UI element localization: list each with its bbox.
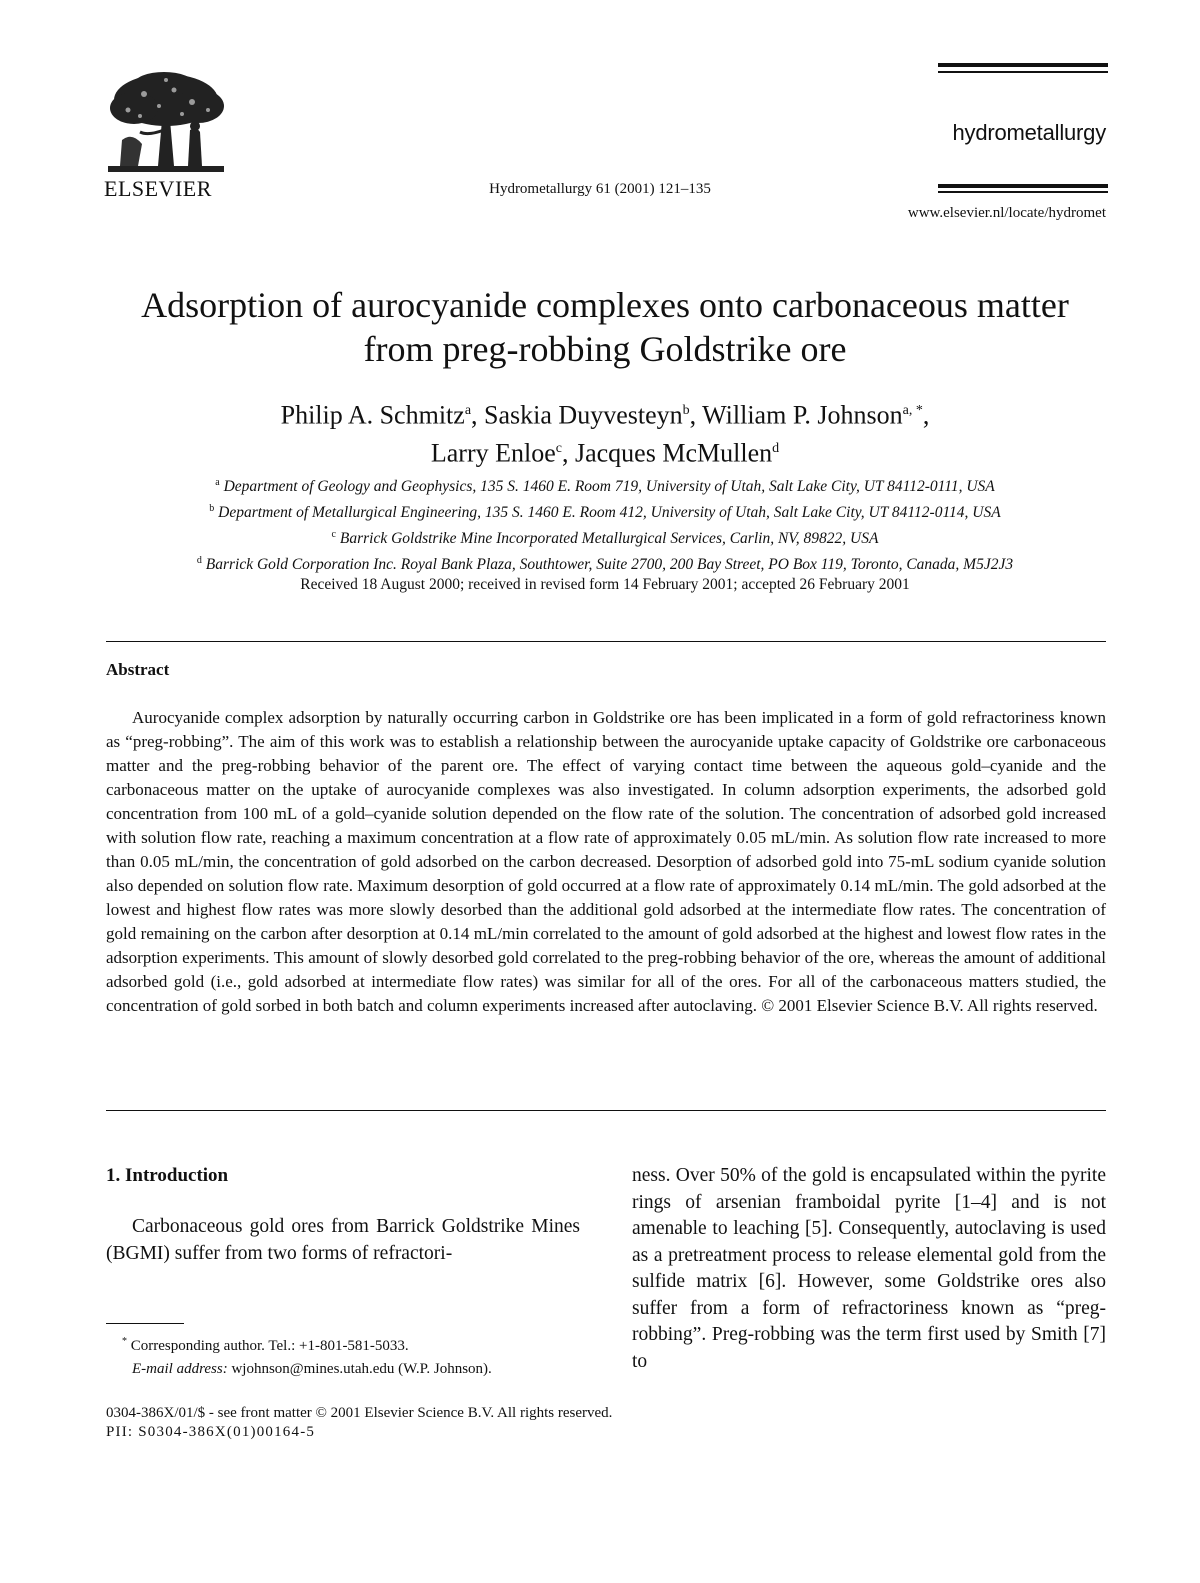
author-line-1 (100, 394, 1110, 432)
article-title (100, 283, 1110, 371)
abstract-rule-top (106, 641, 1106, 642)
author-affil-mark: d (772, 440, 780, 456)
author-separator: , (922, 400, 930, 430)
article-title-line2: from preg-robbing Goldstrike ore (363, 329, 847, 369)
affiliation-mark: b (209, 503, 215, 515)
abstract-heading: Abstract (106, 660, 170, 679)
affiliation-text: Barrick Gold Corporation Inc. Royal Bank Plaza, Southtower, Suite 2700, 200 Bay Street, PO Box 119, Toronto, Canada, M5J2J3 (205, 556, 1014, 574)
affiliation-list (80, 472, 1130, 577)
author-line-2 (100, 432, 1110, 470)
author-separator: , (471, 400, 485, 430)
author-affil-mark: a (464, 403, 472, 418)
footnote-email-label: E-mail address: (132, 1361, 228, 1377)
footnote-corresponding-text: Corresponding author. Tel.: +1-801-581-5033. (130, 1338, 409, 1354)
author-name: Philip A. Schmitz (280, 400, 465, 430)
affiliation (80, 524, 1130, 550)
author-name: Larry Enloe (430, 438, 556, 468)
author-list (100, 394, 1110, 469)
header-rule-top-thin (938, 71, 1108, 73)
abstract-text: Aurocyanide complex adsorption by naturally occurring carbon in Goldstrike ore has been implicated in a form of gold refractoriness known as “preg-robbing”. The aim of this work was to establish a relationship between the aurocyanide uptake capacity of Goldstrike ore carbonaceous matter and the preg-robbing behavior of the parent ore. The effect of varying contact time between the aqueous gold–cyanide and the carbonaceous matter on the uptake of aurocyanide complexes was also investigated. In column adsorption experiments, the adsorbed gold concentration from 100 mL of a gold–cyanide solution depended on the flow rate of the solution. The concentration of adsorbed gold increased with solution flow rate, reaching a maximum concentration at a flow rate of approximately 0.05 mL/min. As solution flow rate increased to more than 0.05 mL/min, the concentration of gold adsorbed on the carbon decreased. Desorption of adsorbed gold into 75-mL sodium cyanide solution also depended on solution flow rate. Maximum desorption of gold occurred at a flow rate of approximately 0.14 mL/min. The gold adsorbed at the lowest and highest flow rates was more slowly desorbed than the additional gold adsorbed at the intermediate flow rates. The concentration of gold remaining on the carbon after desorption at 0.14 mL/min correlated to the amount of gold adsorbed at the highest and lowest flow rates in the adsorption experiments. This amount of slowly desorbed gold correlated to the preg-robbing behavior of the ore, whereas the amount of additional adsorbed gold (i.e., gold adsorbed at intermediate flow rates) was similar for all of the ores. For all of the carbonaceous matters studied, the concentration of gold sorbed in both batch and column experiments increased after autoclaving. © 2001 Elsevier Science B.V. All rights reserved. (106, 708, 1106, 1015)
author-affil-mark: b (682, 403, 690, 418)
affiliation-mark: a (215, 477, 220, 488)
article-history-dates: Received 18 August 2000; received in revised form 14 February 2001; accepted 26 February 2001 (300, 576, 910, 593)
abstract-rule-bottom (106, 1110, 1106, 1111)
section-heading-introduction: 1. Introduction (106, 1165, 229, 1186)
journal-url[interactable]: www.elsevier.nl/locate/hydromet (907, 205, 1106, 221)
footnote-corresponding (106, 1330, 586, 1358)
footnote-mark: * (122, 1336, 127, 1347)
header-rule-bottom-thin (938, 191, 1108, 193)
author-separator: , (561, 438, 575, 468)
author-name: Saskia Duyvesteyn (484, 400, 683, 430)
body-column-right: ness. Over 50% of the gold is encapsulated within the pyrite rings of arsenian framboidal pyrite [1–4] and is not amenable to leaching [5]. Consequently, autoclaving is used as a pretreatment process to release elemental gold from the sulfide matrix [6]. However, some Goldstrike ores also suffer from a form of refractoriness known as “preg-robbing”. Preg-robbing was the term first used by Smith [7] to (632, 1165, 1106, 1372)
front-matter-issn: 0304-386X/01/$ - see front matter © 2001 Elsevier Science B.V. All rights reserved. (106, 1405, 613, 1421)
affiliation (80, 472, 1130, 498)
journal-citation: Hydrometallurgy 61 (2001) 121–135 (489, 181, 711, 197)
author-affil-mark: c (555, 440, 562, 456)
author-affil-mark: a, * (902, 403, 923, 418)
front-matter-pii: PII: S0304-386X(01)00164-5 (106, 1424, 316, 1440)
header-rule-bottom-thick (938, 184, 1108, 188)
affiliation-text: Department of Metallurgical Engineering, 135 S. 1460 E. Room 412, University of Utah, Salt Lake City, UT 84112-0114, USA (218, 504, 1001, 522)
footnote-rule (106, 1323, 184, 1324)
article-title-line1: Adsorption of aurocyanide complexes onto carbonaceous matter (141, 285, 1069, 325)
author-separator: , (689, 400, 703, 430)
affiliation-mark: c (331, 529, 336, 541)
affiliation-text: Barrick Goldstrike Mine Incorporated Metallurgical Services, Carlin, NV, 89822, USA (339, 530, 879, 548)
header-rule-top-thick (938, 63, 1108, 67)
publisher-name: ELSEVIER (104, 176, 212, 201)
footnote-email (106, 1358, 586, 1381)
affiliation (80, 498, 1130, 524)
affiliation (80, 550, 1130, 576)
footnote (106, 1330, 586, 1381)
body-column-left: Carbonaceous gold ores from Barrick Goldstrike Mines (BGMI) suffer from two forms of refractori- (106, 1216, 580, 1264)
author-name: Jacques McMullen (574, 438, 773, 468)
affiliation-text: Department of Geology and Geophysics, 135 S. 1460 E. Room 719, University of Utah, Salt Lake City, UT 84112-0111, USA (223, 478, 995, 496)
journal-name: hydrometallurgy (952, 120, 1106, 145)
affiliation-mark: d (196, 555, 202, 567)
footnote-email-value[interactable]: wjohnson@mines.utah.edu (W.P. Johnson). (231, 1361, 492, 1377)
author-name: William P. Johnson (702, 400, 903, 430)
